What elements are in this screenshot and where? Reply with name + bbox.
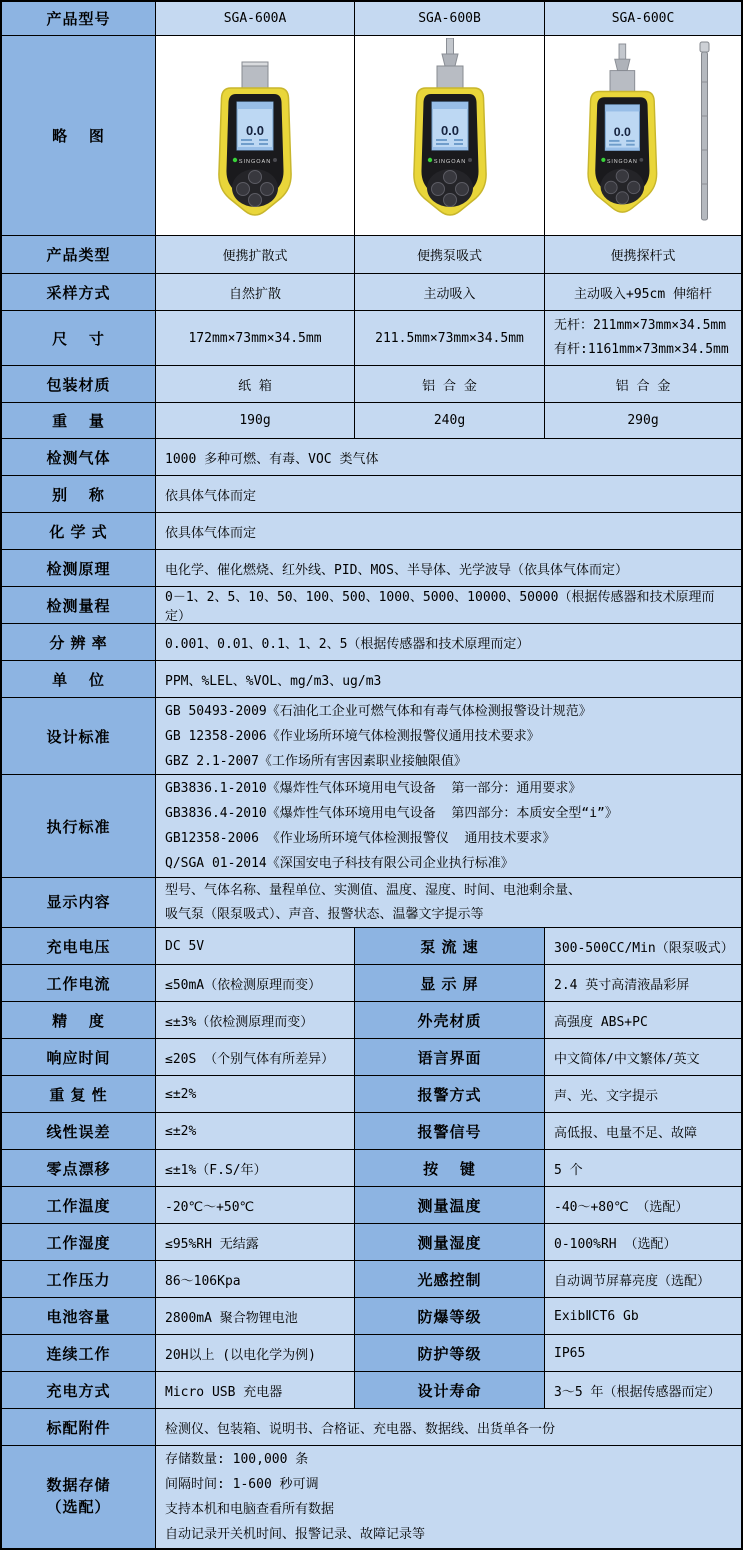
label-product-type: 产品类型 [2,236,156,274]
device-screen-value: 0.0 [440,122,459,138]
value-buttons-count: 5 个 [545,1150,741,1187]
label-alarm-signal: 报警信号 [355,1113,545,1150]
display-content-line: 型号、气体名称、量程单位、实测值、温度、湿度、时间、电池剩余量、 [165,882,582,898]
label-response-time: 响应时间 [2,1039,156,1076]
value-response-time: ≤20S （个别气体有所差异） [156,1039,355,1076]
label-shell-material: 外壳材质 [355,1002,545,1039]
row-continuous-work-protection-grade [2,1335,741,1372]
value-resolution: 0.001、0.01、0.1、1、2、5（根据传感器和技术原理而定） [156,624,741,661]
model-b: SGA-600B [355,2,545,36]
label-light-sensor-control: 光感控制 [355,1261,545,1298]
value-charge-voltage: DC 5V [156,928,355,965]
label-working-humidity: 工作湿度 [2,1224,156,1261]
label-data-storage [2,1446,156,1548]
device-brand-label: SINGOAN [238,158,272,165]
row-product-model [2,2,741,36]
telescopic-rod [700,42,709,220]
label-packing-material: 包装材质 [2,366,156,403]
label-detect-principle: 检测原理 [2,550,156,587]
value-linearity-error: ≤±2% [156,1113,355,1150]
row-zero-drift-buttons [2,1150,741,1187]
device-screen-value: 0.0 [613,124,631,139]
label-repeatability: 重 复 性 [2,1076,156,1113]
row-chemical-formula [2,513,741,550]
data-storage-line: 自动记录开关机时间、报警记录、故障记录等 [165,1527,426,1542]
row-linearity-alarm-signal [2,1113,741,1150]
row-working-pressure-light-control [2,1261,741,1298]
label-exec-standard: 执行标准 [2,775,156,878]
label-data-storage-line2: （选配） [46,1499,111,1516]
value-product-type-b: 便携泵吸式 [355,236,545,274]
value-working-current: ≤50mA（依检测原理而变） [156,965,355,1002]
device-illustration-sga-600b [357,38,543,234]
photo-cell-a [156,36,355,236]
label-alarm-mode: 报警方式 [355,1076,545,1113]
label-weight: 重 量 [2,403,156,439]
value-zero-drift: ≤±1%（F.S/年） [156,1150,355,1187]
value-working-temperature: -20℃～+50℃ [156,1187,355,1224]
label-continuous-working: 连续工作 [2,1335,156,1372]
row-product-type [2,236,741,274]
value-chemical-formula: 依具体气体而定 [156,513,741,550]
row-sketch [2,36,741,236]
value-product-type-a: 便携扩散式 [156,236,355,274]
row-response-time-language [2,1039,741,1076]
value-language-ui: 中文简体/中文繁体/英文 [545,1039,741,1076]
row-accessories [2,1409,741,1446]
value-weight-b: 240g [355,403,545,439]
value-detect-range: 0－1、2、5、10、50、100、500、1000、5000、10000、50000（根据传感器和技术原理而定） [156,587,741,624]
value-accessories: 检测仪、包装箱、说明书、合格证、充电器、数据线、出货单各一份 [156,1409,741,1446]
value-dimensions-c-line2: 有杆:1161mm×73mm×34.5mm [554,342,729,357]
label-linearity-error: 线性误差 [2,1113,156,1150]
value-design-life: 3～5 年（根据传感器而定） [545,1372,741,1409]
label-pump-flow-rate: 泵 流 速 [355,928,545,965]
device-brand-label: SINGOAN [433,158,466,165]
label-explosion-proof-grade: 防爆等级 [355,1298,545,1335]
value-sampling-b: 主动吸入 [355,274,545,311]
row-dimensions [2,311,741,366]
row-charge-voltage-pump-flow [2,928,741,965]
value-design-standard [156,698,741,775]
exec-standard-line: Q/SGA 01-2014《深国安电子科技有限公司企业执行标准》 [165,856,514,871]
label-detect-range: 检测量程 [2,587,156,624]
label-buttons-count: 按 键 [355,1150,545,1187]
value-working-humidity: ≤95%RH 无结露 [156,1224,355,1261]
label-battery-capacity: 电池容量 [2,1298,156,1335]
label-sampling-method: 采样方式 [2,274,156,311]
value-working-pressure: 86～106Kpa [156,1261,355,1298]
value-weight-a: 190g [156,403,355,439]
row-battery-explosion-proof [2,1298,741,1335]
data-storage-line: 间隔时间: 1-600 秒可调 [165,1477,319,1492]
row-data-storage [2,1446,741,1548]
value-dimensions-c-line1: 无杆：211mm×73mm×34.5mm [554,318,727,333]
label-zero-drift: 零点漂移 [2,1150,156,1187]
row-detect-principle [2,550,741,587]
label-product-model: 产品型号 [2,2,156,36]
value-data-storage [156,1446,741,1548]
photo-cell-c [545,36,741,236]
label-measure-humidity: 测量湿度 [355,1224,545,1261]
value-display-content [156,878,741,928]
display-content-line: 吸气泵（限泵吸式）、声音、报警状态、温馨文字提示等 [165,906,484,922]
label-data-storage-line1: 数据存储 [46,1477,111,1494]
value-exec-standard [156,775,741,878]
value-measure-humidity: 0-100%RH （选配） [545,1224,741,1261]
value-alias: 依具体气体而定 [156,476,741,513]
value-alarm-signal: 高低报、电量不足、故障 [545,1113,741,1150]
label-dimensions: 尺 寸 [2,311,156,366]
device-illustration-sga-600c [550,38,736,234]
value-pump-flow-rate: 300-500CC/Min（限泵吸式） [545,928,741,965]
value-detect-principle: 电化学、催化燃烧、红外线、PID、MOS、半导体、光学波导（依具体气体而定） [156,550,741,587]
value-dimensions-b: 211.5mm×73mm×34.5mm [355,311,545,366]
label-charging-mode: 充电方式 [2,1372,156,1409]
row-alias [2,476,741,513]
row-weight [2,403,741,439]
value-sampling-c: 主动吸入+95cm 伸缩杆 [545,274,741,311]
value-detect-gas: 1000 多种可燃、有毒、VOC 类气体 [156,439,741,476]
label-accuracy: 精 度 [2,1002,156,1039]
label-sketch: 略 图 [2,36,156,236]
value-packing-a: 纸 箱 [156,366,355,403]
label-resolution: 分 辨 率 [2,624,156,661]
data-storage-line: 支持本机和电脑查看所有数据 [165,1502,335,1517]
design-standard-line: GBZ 2.1-2007《工作场所有害因素职业接触限值》 [165,753,467,769]
model-c: SGA-600C [545,2,741,36]
value-unit: PPM、%LEL、%VOL、mg/m3、ug/m3 [156,661,741,698]
label-display-screen: 显 示 屏 [355,965,545,1002]
value-alarm-mode: 声、光、文字提示 [545,1076,741,1113]
value-repeatability: ≤±2% [156,1076,355,1113]
label-working-current: 工作电流 [2,965,156,1002]
value-accuracy: ≤±3%（依检测原理而变） [156,1002,355,1039]
label-unit: 单 位 [2,661,156,698]
row-display-content [2,878,741,928]
label-measure-temperature: 测量温度 [355,1187,545,1224]
label-language-ui: 语言界面 [355,1039,545,1076]
row-working-humidity-measure-humidity [2,1224,741,1261]
label-accessories: 标配附件 [2,1409,156,1446]
row-accuracy-shell-material [2,1002,741,1039]
label-working-pressure: 工作压力 [2,1261,156,1298]
row-working-current-display-screen [2,965,741,1002]
row-repeatability-alarm-mode [2,1076,741,1113]
row-sampling-method [2,274,741,311]
value-weight-c: 290g [545,403,741,439]
label-working-temperature: 工作温度 [2,1187,156,1224]
row-exec-standard [2,775,741,878]
row-resolution [2,624,741,661]
value-light-sensor-control: 自动调节屏幕亮度（选配） [545,1261,741,1298]
device-brand-label: SINGOAN [606,158,638,165]
label-alias: 别 称 [2,476,156,513]
value-protection-grade: IP65 [545,1335,741,1372]
value-display-screen: 2.4 英寸高清液晶彩屏 [545,965,741,1002]
row-packing-material [2,366,741,403]
data-storage-line: 存储数量: 100,000 条 [165,1452,309,1467]
value-packing-c: 铝 合 金 [545,366,741,403]
row-detect-gas [2,439,741,476]
label-protection-grade: 防护等级 [355,1335,545,1372]
row-design-standard [2,698,741,775]
device-illustration-sga-600a [162,38,348,234]
value-dimensions-c [545,311,741,366]
value-sampling-a: 自然扩散 [156,274,355,311]
label-chemical-formula: 化 学 式 [2,513,156,550]
model-a: SGA-600A [156,2,355,36]
value-shell-material: 高强度 ABS+PC [545,1002,741,1039]
design-standard-line: GB 12358-2006《作业场所环境气体检测报警仪通用技术要求》 [165,728,540,744]
device-screen-value: 0.0 [245,122,265,138]
row-detect-range [2,587,741,624]
row-working-temp-measure-temp [2,1187,741,1224]
photo-cell-b [355,36,545,236]
label-display-content: 显示内容 [2,878,156,928]
value-continuous-working: 20H以上 (以电化学为例) [156,1335,355,1372]
row-unit [2,661,741,698]
value-measure-temperature: -40～+80℃ （选配） [545,1187,741,1224]
exec-standard-line: GB12358-2006 《作业场所环境气体检测报警仪 通用技术要求》 [165,831,556,846]
label-design-life: 设计寿命 [355,1372,545,1409]
label-charge-voltage: 充电电压 [2,928,156,965]
label-design-standard: 设计标准 [2,698,156,775]
design-standard-line: GB 50493-2009《石油化工企业可燃气体和有毒气体检测报警设计规范》 [165,703,592,719]
value-packing-b: 铝 合 金 [355,366,545,403]
value-dimensions-a: 172mm×73mm×34.5mm [156,311,355,366]
value-charging-mode: Micro USB 充电器 [156,1372,355,1409]
label-detect-gas: 检测气体 [2,439,156,476]
exec-standard-line: GB3836.1-2010《爆炸性气体环境用电气设备 第一部分：通用要求》 [165,781,582,796]
row-charging-mode-design-life [2,1372,741,1409]
exec-standard-line: GB3836.4-2010《爆炸性气体环境用电气设备 第四部分：本质安全型“i”》 [165,806,618,821]
value-product-type-c: 便携探杆式 [545,236,741,274]
value-battery-capacity: 2800mA 聚合物锂电池 [156,1298,355,1335]
value-explosion-proof-grade: ExibⅡCT6 Gb [545,1298,741,1335]
